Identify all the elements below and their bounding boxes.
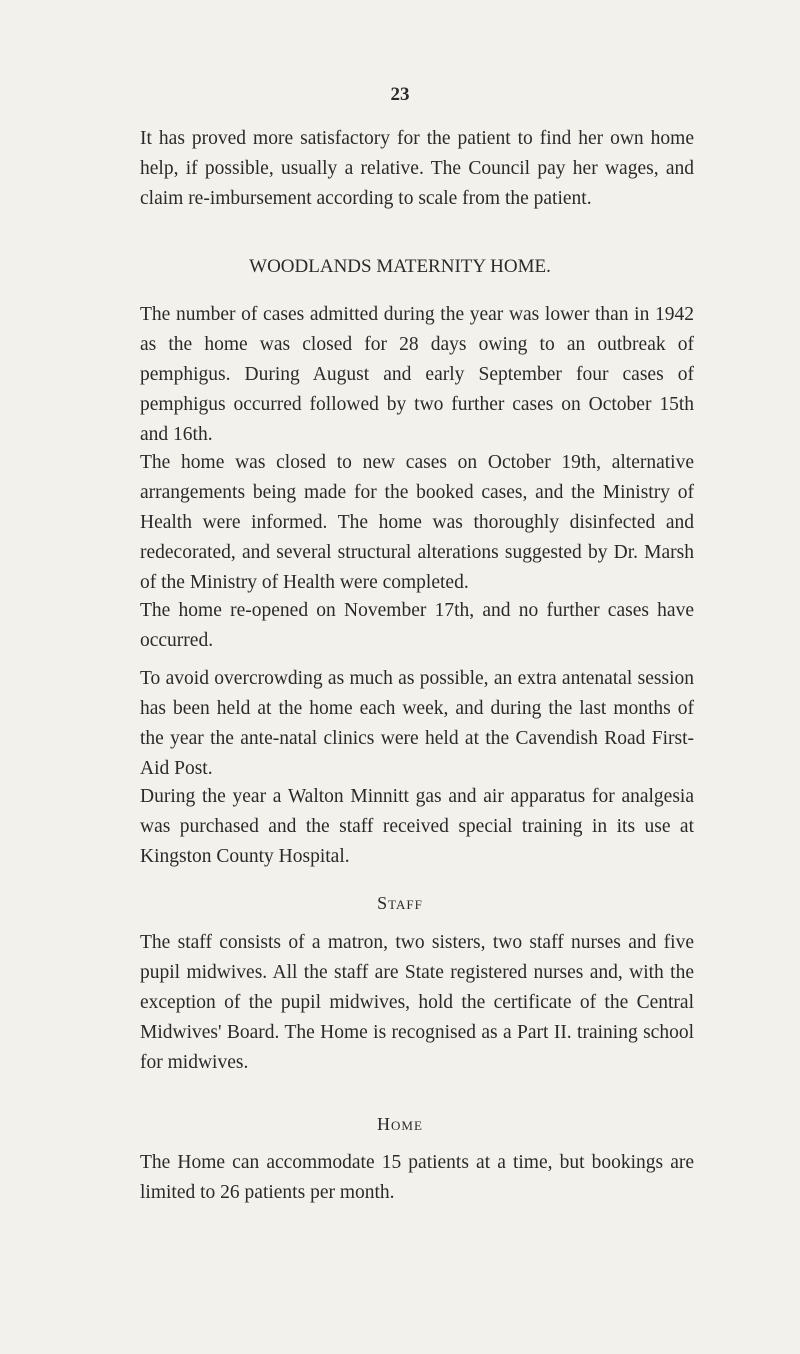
paragraph-home-help xyxy=(140,124,694,214)
paragraph-analgesia xyxy=(140,782,694,872)
paragraph-home-closed xyxy=(140,448,694,598)
section-heading-staff: Staff xyxy=(377,893,423,913)
paragraph-text: To avoid overcrowding as much as possible, an extra antenatal session has been held at the home each week, and during the last months of the year the ante-natal clinics were held at the Cavendish Road First-Aid Post. xyxy=(140,668,694,779)
paragraph-text: It has proved more satisfactory for the patient to find her own home help, if possible, usually a relative. The Council pay her wages, and claim re-imbursement according to scale from the patient. xyxy=(140,128,694,209)
paragraph-staff xyxy=(140,928,694,1078)
paragraph-text: The number of cases admitted during the year was lower than in 1942 as the home was closed for 28 days owing to an outbreak of pemphigus. During August and early September four cases of pemphigus occurred followed by two further cases on October 15th and 16th. xyxy=(140,304,694,445)
section-heading-home: Home xyxy=(377,1114,423,1134)
paragraph-text: The staff consists of a matron, two sisters, two staff nurses and five pupil midwives. All the staff are State registered nurses and, with the exception of the pupil midwives, hold the certificate of the Central Midwives' Board. The Home is recognised as a Part II. training school for midwives. xyxy=(140,932,694,1073)
paragraph-text: The home was closed to new cases on October 19th, alternative arrangements being made for the booked cases, and the Ministry of Health were informed. The home was thoroughly disinfected and redecorated, and several structural alterations suggested by Dr. Marsh of the Ministry of Health were completed. xyxy=(140,452,694,593)
paragraph-cases-admitted xyxy=(140,300,694,450)
paragraph-text: During the year a Walton Minnitt gas and air apparatus for analgesia was purchased and the staff received special training in its use at Kingston County Hospital. xyxy=(140,786,694,867)
paragraph-text: The home re-opened on November 17th, and no further cases have occurred. xyxy=(140,600,694,651)
paragraph-text: The Home can accommodate 15 patients at a time, but bookings are limited to 26 patients per month. xyxy=(140,1152,694,1203)
paragraph-reopened xyxy=(140,596,694,656)
paragraph-home-capacity xyxy=(140,1148,694,1208)
section-heading-woodlands: WOODLANDS MATERNITY HOME. xyxy=(249,256,551,277)
paragraph-antenatal xyxy=(140,664,694,784)
page-number: 23 xyxy=(390,84,410,105)
